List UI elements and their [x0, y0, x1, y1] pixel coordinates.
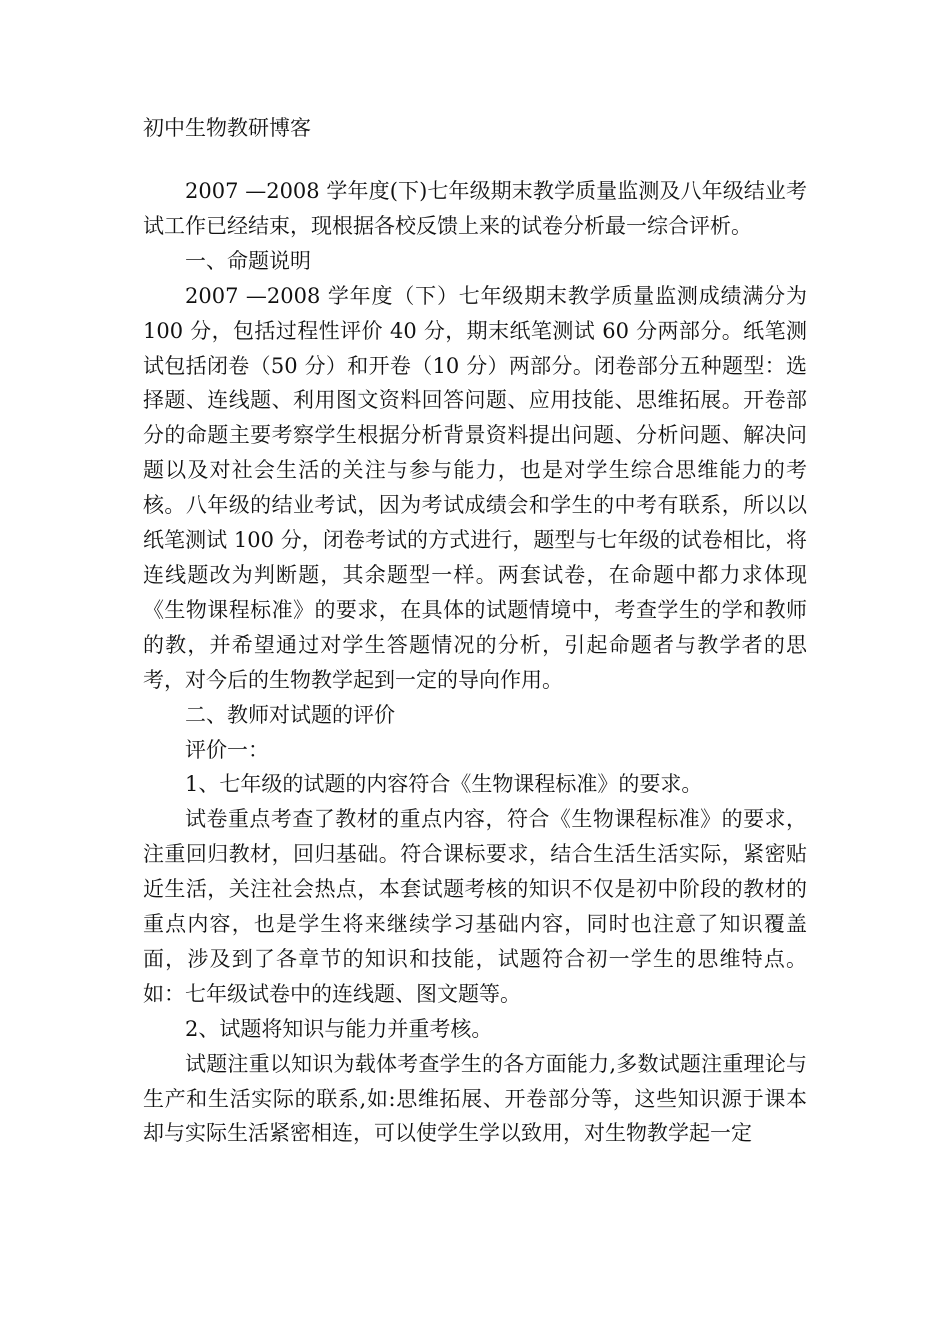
section-heading-proposition: 一、命题说明: [185, 248, 311, 273]
point-one-paragraph: 试卷重点考查了教材的重点内容，符合《生物课程标准》的要求，注重回归教材，回归基础。符合课标要求，结合生活生活实际，紧密贴近生活，关注社会热点，本套试题考核的知识不仅是初中阶段的教材的重点内容，也是学生将来继续学习基础内容，同时也注意了知识覆盖面，涉及到了各章节的知识和技能，试题符合初一学生的思维特点。如：七年级试卷中的连线题、图文题等。: [143, 807, 807, 1006]
point-one-heading: 1、七年级的试题的内容符合《生物课程标准》的要求。: [185, 772, 703, 797]
intro-paragraph: 2007 —2008 学年度(下)七年级期末教学质量监测及八年级结业考试工作已经结束，现根据各校反馈上来的试卷分析最一综合评析。: [143, 179, 807, 238]
point-two-paragraph: 试题注重以知识为载体考查学生的各方面能力,多数试题注重理论与生产和生活实际的联系,如:思维拓展、开卷部分等，这些知识源于课本却与实际生活紧密相连，可以使学生学以致用，对生物教学起一定: [143, 1051, 807, 1146]
proposition-paragraph: 2007 —2008 学年度（下）七年级期末教学质量监测成绩满分为 100 分，包括过程性评价 40 分，期末纸笔测试 60 分两部分。纸笔测试包括闭卷（50 分）和开卷（10 分）两部分。闭卷部分五种题型：选择题、连线题、利用图文资料回答问题、应用技能、思维拓展。开卷部分的命题主要考察学生根据分析背景资料提出问题、分析问题、解决问题以及对社会生活的关注与参与能力，也是对学生综合思维能力的考核。八年级的结业考试，因为考试成绩会和学生的中考有联系，所以以纸笔测试 100 分，闭卷考试的方式进行，题型与七年级的试卷相比，将连线题改为判断题，其余题型一样。两套试卷，在命题中都力求体现《生物课程标准》的要求，在具体的试题情境中，考查学生的学和教师的教，并希望通过对学生答题情况的分析，引起命题者与教学者的思考，对今后的生物教学起到一定的导向作用。: [143, 283, 807, 692]
point-two-heading: 2、试题将知识与能力并重考核。: [185, 1016, 493, 1041]
document-title: 初中生物教研博客: [143, 116, 311, 140]
evaluation-one-label: 评价一：: [185, 737, 269, 762]
section-heading-teacher-evaluation: 二、教师对试题的评价: [185, 702, 395, 727]
document-body: [143, 174, 807, 1151]
